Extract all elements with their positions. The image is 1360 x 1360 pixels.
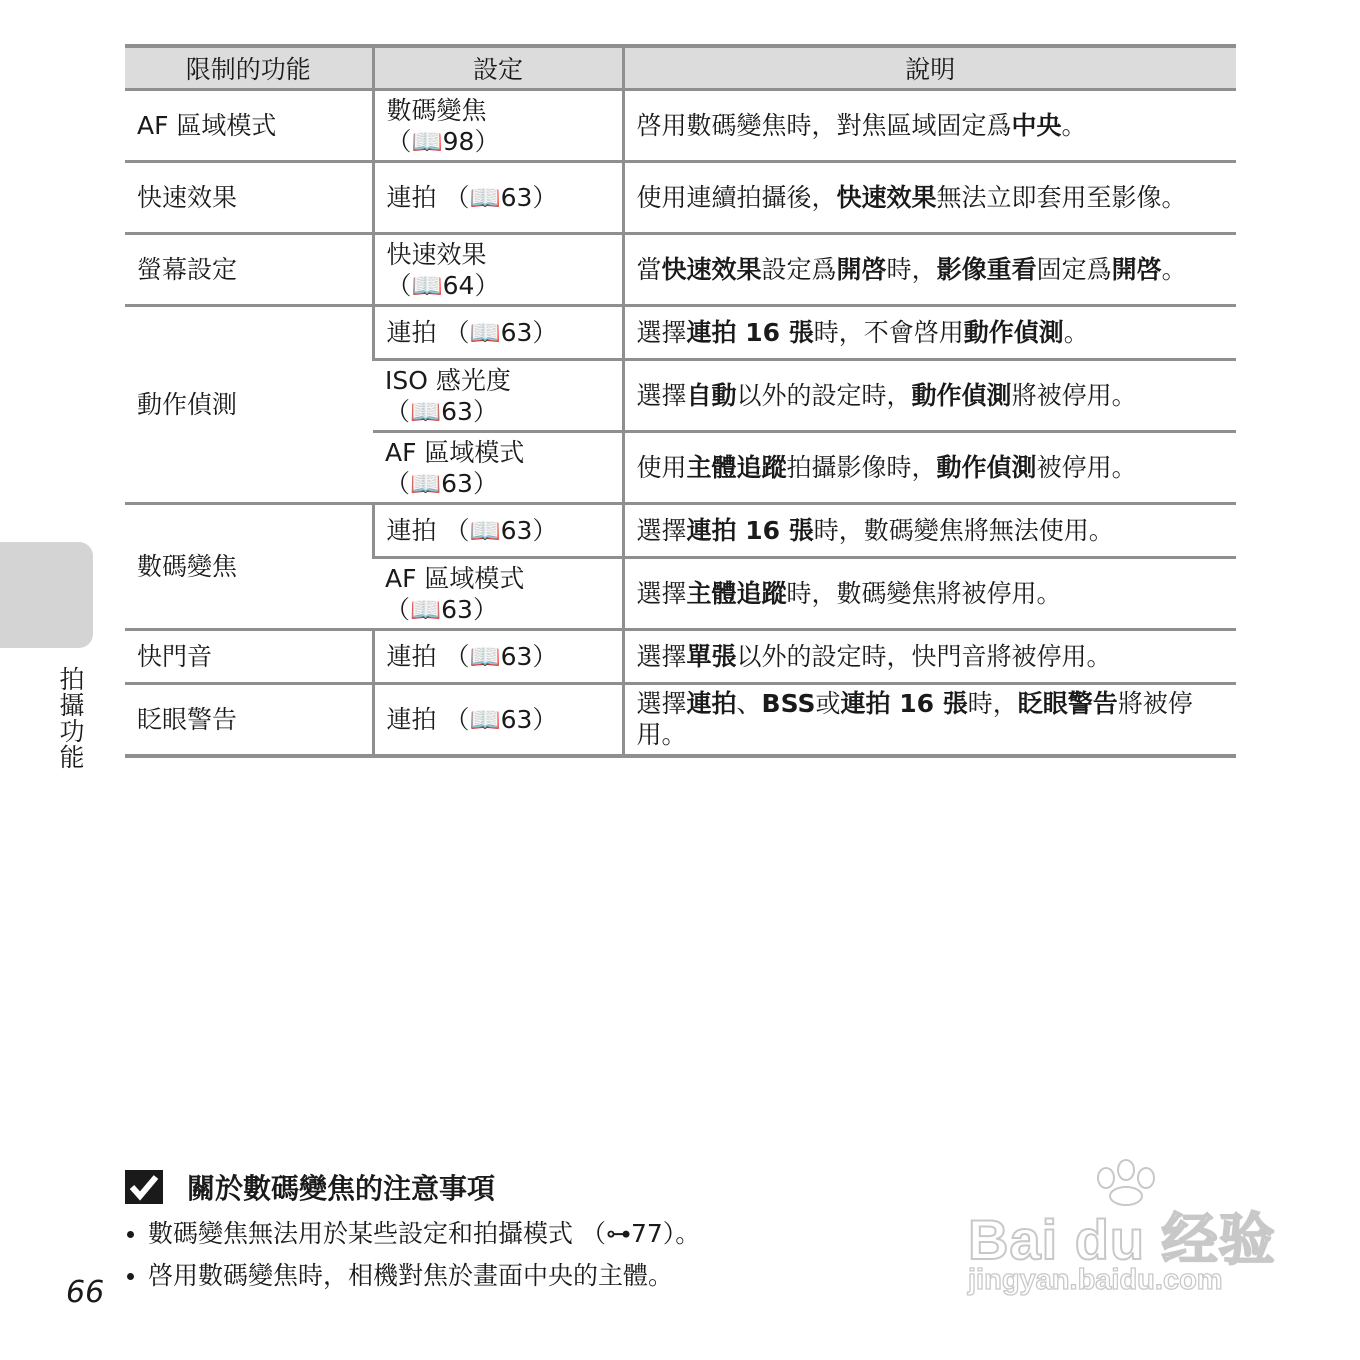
- description-text: 。: [1061, 111, 1087, 140]
- function-cell: 眨眼警告: [125, 684, 373, 756]
- setting-cell: 連拍 （📖63）: [373, 306, 623, 360]
- description-cell: [623, 432, 1236, 504]
- baidu-watermark-logo: [960, 1156, 1280, 1306]
- function-cell: 快速效果: [125, 162, 373, 234]
- chapter-tab: [0, 542, 93, 648]
- description-cell: [623, 162, 1236, 234]
- description-cell: [623, 504, 1236, 558]
- bold-term: 動作偵測: [911, 381, 1012, 410]
- description-cell: [623, 234, 1236, 306]
- header-function: 限制的功能: [125, 46, 373, 90]
- description-cell: [623, 90, 1236, 162]
- bold-term: 主體追蹤: [686, 453, 787, 482]
- bold-term: 連拍: [686, 689, 737, 719]
- description-text: 時，: [967, 689, 1018, 719]
- setting-cell: 數碼變焦 （📖98）: [373, 90, 623, 162]
- bold-term: 中央: [1011, 111, 1062, 140]
- setting-cell: 連拍 （📖63）: [373, 162, 623, 234]
- description-text: 固定爲: [1036, 255, 1112, 284]
- page-number: 66: [66, 1275, 105, 1310]
- description-cell: [623, 360, 1236, 432]
- note-title: 關於數碼變焦的注意事項: [187, 1172, 496, 1205]
- bold-term: 自動: [686, 381, 737, 410]
- table-row: [125, 684, 1236, 756]
- description-text: 被停用。: [1036, 453, 1137, 482]
- setting-cell: 連拍 （📖63）: [373, 504, 623, 558]
- bold-term: BSS: [761, 689, 816, 719]
- bold-term: 動作偵測: [936, 453, 1037, 482]
- description-text: 時，: [886, 255, 937, 284]
- function-cell: 動作偵測: [125, 306, 373, 504]
- setting-cell: 連拍 （📖63）: [373, 630, 623, 684]
- table-row: [125, 630, 1236, 684]
- description-text: 選擇: [636, 516, 687, 545]
- setting-cell: ISO 感光度 （📖63）: [373, 360, 623, 432]
- description-text: 選擇: [636, 579, 687, 608]
- checkmark-icon: [125, 1170, 163, 1204]
- description-text: 時，數碼變焦將被停用。: [786, 579, 1062, 608]
- description-text: 選擇: [636, 689, 687, 719]
- setting-cell: AF 區域模式 （📖63）: [373, 432, 623, 504]
- note-item: 啓用數碼變焦時，相機對焦於畫面中央的主體。: [125, 1255, 925, 1297]
- header-setting: 設定: [373, 46, 623, 90]
- watermark-url: jingyan.baidu.com: [968, 1264, 1223, 1296]
- table-row: [125, 234, 1236, 306]
- description-text: 使用連續拍攝後，: [636, 183, 837, 212]
- bold-term: 連拍 16 張: [686, 318, 814, 347]
- table-body: [125, 90, 1236, 756]
- description-text: 無法立即套用至影像。: [936, 183, 1187, 212]
- description-text: 當: [636, 255, 662, 284]
- bold-term: 連拍 16 張: [686, 516, 814, 545]
- description-text: 選擇: [636, 381, 687, 410]
- restriction-table: [125, 44, 1236, 758]
- table-row: [125, 504, 1236, 558]
- function-cell: 快門音: [125, 630, 373, 684]
- setting-cell: 快速效果 （📖64）: [373, 234, 623, 306]
- watermark-main: Bai du 经验: [968, 1208, 1276, 1271]
- table-row: [125, 306, 1236, 360]
- function-cell: 數碼變焦: [125, 504, 373, 630]
- note-item: 數碼變焦無法用於某些設定和拍攝模式 （⊶77）。: [125, 1213, 925, 1255]
- bold-term: 單張: [686, 642, 737, 671]
- description-text: 拍攝影像時，: [786, 453, 937, 482]
- description-cell: [623, 558, 1236, 630]
- table-row: [125, 90, 1236, 162]
- description-text: 以外的設定時，快門音將被停用。: [736, 642, 1112, 671]
- setting-cell: 連拍 （📖63）: [373, 684, 623, 756]
- bold-term: 影像重看: [936, 255, 1037, 284]
- bold-term: 快速效果: [661, 255, 762, 284]
- description-text: 使用: [636, 453, 687, 482]
- header-description: 說明: [623, 46, 1236, 90]
- description-text: 。: [1161, 255, 1187, 284]
- description-text: 以外的設定時，: [736, 381, 912, 410]
- description-text: 或: [815, 689, 841, 719]
- description-text: 時，不會啓用: [813, 318, 964, 347]
- table-header-row: [125, 46, 1236, 90]
- setting-cell: AF 區域模式 （📖63）: [373, 558, 623, 630]
- bold-term: 快速效果: [836, 183, 937, 212]
- note-section: [125, 1163, 925, 1297]
- description-text: 將被停用。: [636, 689, 1193, 750]
- bold-term: 開啓: [1111, 255, 1162, 284]
- table-row: [125, 162, 1236, 234]
- note-list: [125, 1213, 925, 1297]
- description-text: 時，數碼變焦將無法使用。: [813, 516, 1114, 545]
- description-text: 、: [736, 689, 762, 719]
- description-text: 。: [1063, 318, 1089, 347]
- description-text: 將被停用。: [1011, 381, 1137, 410]
- bold-term: 眨眼警告: [1017, 689, 1118, 719]
- chapter-label: 拍攝功能: [56, 666, 85, 770]
- description-text: 設定爲: [761, 255, 837, 284]
- description-text: 選擇: [636, 642, 687, 671]
- description-text: 選擇: [636, 318, 687, 347]
- function-cell: 螢幕設定: [125, 234, 373, 306]
- function-cell: AF 區域模式: [125, 90, 373, 162]
- note-header: [125, 1163, 925, 1211]
- bold-term: 開啓: [836, 255, 887, 284]
- description-cell: [623, 630, 1236, 684]
- description-cell: [623, 306, 1236, 360]
- description-cell: [623, 684, 1236, 756]
- bold-term: 主體追蹤: [686, 579, 787, 608]
- description-text: 啓用數碼變焦時，對焦區域固定爲: [636, 111, 1012, 140]
- bold-term: 連拍 16 張: [840, 689, 968, 719]
- bold-term: 動作偵測: [963, 318, 1064, 347]
